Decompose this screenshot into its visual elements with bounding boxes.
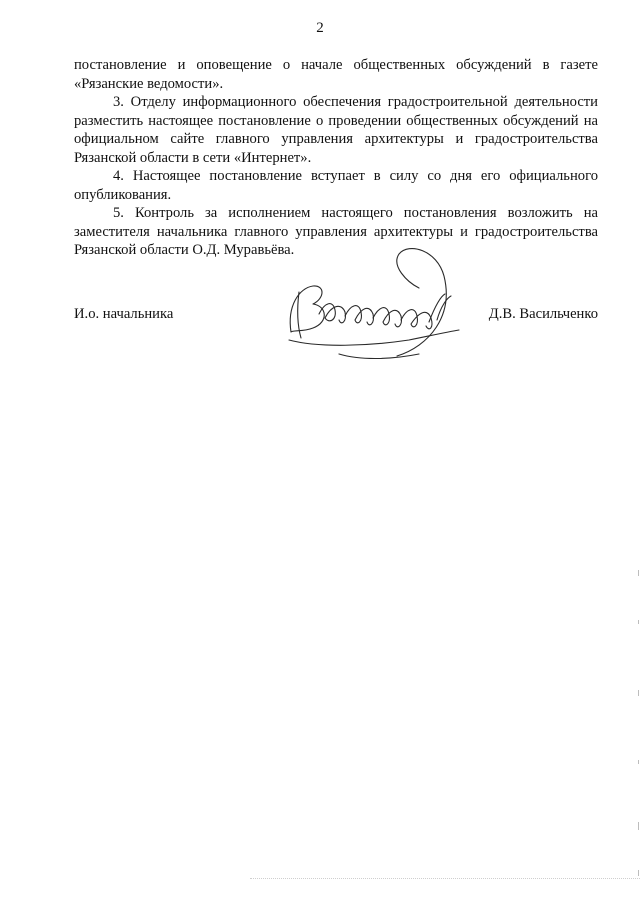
signer-name: Д.В. Васильченко	[488, 306, 598, 322]
paragraph-item-5: 5. Контроль за исполнением настоящего постановления возложить на заместителя начальника главного управления архитектуры и градостроительства Рязанской области О.Д. Муравьёва.	[74, 205, 598, 258]
paragraph-item-4: 4. Настоящее постановление вступает в силу со дня его официального опубликования.	[74, 168, 598, 203]
paragraph-continuation: постановление и оповещение о начале общественных обсуждений в газете «Рязанские ведомости».	[74, 57, 598, 92]
page-number: 2	[316, 20, 324, 36]
signature-block	[74, 296, 598, 366]
document-body	[74, 56, 598, 260]
scan-bottom-edge	[250, 878, 640, 879]
signer-position: И.о. начальника	[74, 306, 174, 322]
paragraph-item-3: 3. Отделу информационного обеспечения градостроительной деятельности разместить настоящее постановление о проведении общественных обсуждений на официальном сайте главного управления архитектуры и градостроительства Рязанской области в сети «Интернет».	[74, 94, 598, 166]
handwritten-signature	[279, 236, 479, 366]
